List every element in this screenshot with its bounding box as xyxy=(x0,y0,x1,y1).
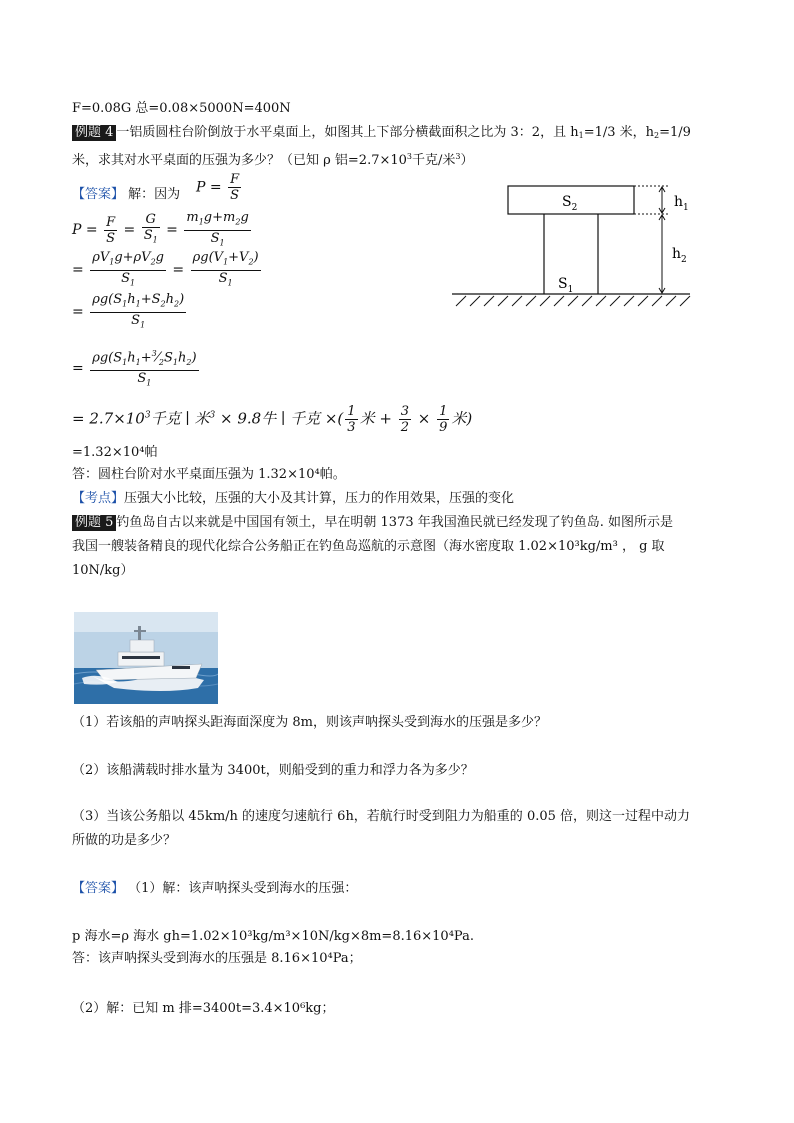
example-5-question-line-1 xyxy=(72,514,673,532)
example-5-question-line-3: 10N/kg） xyxy=(72,563,134,578)
example-4-text-e: 千克/米 xyxy=(412,153,456,168)
formula-step-3: = $\frac{\rho g(S_1h_1+S_2h_2)}{S_1}$ xyxy=(72,292,185,330)
label-s2: $S_2$ xyxy=(562,194,578,213)
example-4-result: =1.32×10⁴帕 xyxy=(72,445,158,460)
question-1: （1）若该船的声呐探头距海面深度为 8m，则该声呐探头受到海水的压强是多少？ xyxy=(72,715,548,730)
label-h1: $h_1$ xyxy=(674,194,689,213)
question-2: （2）该船满载时排水量为 3400t，则船受到的重力和浮力各为多少？ xyxy=(72,763,474,778)
answer-label-5: 【答案】 xyxy=(72,881,125,896)
key-point-text: 压强大小比较，压强的大小及其计算，压力的作用效果，压强的变化 xyxy=(124,491,515,506)
label-s1: $S_1$ xyxy=(558,276,574,295)
example-5-answer-line xyxy=(72,880,357,898)
answer-part-1-conclusion: 答：该声呐探头受到海水的压强是 8.16×10⁴Pa； xyxy=(72,951,362,966)
example-4-text-c: =1/9 xyxy=(659,125,691,140)
patrol-ship-photo xyxy=(74,612,218,704)
dimension-lines xyxy=(634,186,670,293)
pressure-definition-formula: P = $\frac{F}{S}$ xyxy=(196,172,240,203)
example-5-tag: 例题 5 xyxy=(72,515,116,531)
example-4-question-line-2: 米，求其对水平桌面的压强为多少？（已知 ρ 铝$=2.7\times 10^3$千克/米$^3$） xyxy=(72,152,474,168)
example-4-answer-line xyxy=(72,186,180,204)
force-result-line: F=0.08G 总=0.08×5000N=400N xyxy=(72,101,291,116)
example-4-text-a: 一铝质圆柱台阶倒放于水平桌面上，如图其上下部分横截面积之比为 3：2，且 h xyxy=(116,125,579,140)
example-4-text-d: 米，求其对水平桌面的压强为多少？（已知 ρ 铝=2.7×10 xyxy=(72,153,407,168)
t-shape-diagram xyxy=(448,180,708,310)
formula-step-4: = $\frac{\rho g(S_1h_1+^3⁄_2S_1h_2)}{S_1}$ xyxy=(72,346,201,391)
example-4-key-points xyxy=(72,490,514,508)
example-4-question-line-1: 例题 4 一铝质圆柱台阶倒放于水平桌面上，如图其上下部分横截面积之比为 3：2，且 $h_1=1/3$ 米，$h_2=1/9$ xyxy=(72,124,691,145)
key-point-label: 【考点】 xyxy=(72,491,125,506)
answer-label: 【答案】 xyxy=(72,187,125,202)
lower-column xyxy=(544,214,598,294)
label-h2: $h_2$ xyxy=(672,246,687,265)
answer-intro: 解：因为 xyxy=(128,187,181,202)
example-4-text-b: =1/3 米，h xyxy=(583,125,655,140)
pressure-formula: p 海水=ρ 海水 gh=1.02×10³kg/m³×10N/kg×8m=8.16×10⁴Pa. xyxy=(72,929,474,944)
question-3-line-2: 所做的功是多少？ xyxy=(72,833,177,848)
answer-part-1: （1）解：该声呐探头受到海水的压强： xyxy=(128,881,358,896)
question-3-line-1: （3）当该公务船以 45km/h 的速度匀速航行 6h，若航行时受到阻力为船重的 0.05 倍，则这一过程中动力 xyxy=(72,809,691,824)
example-5-question-line-2: 我国一艘装备精良的现代化综合公务船正在钓鱼岛巡航的示意图（海水密度取 1.02×10³kg/m³ ， g 取 xyxy=(72,539,665,554)
ground-hatching xyxy=(456,296,690,306)
example-4-conclusion: 答：圆柱台阶对水平桌面压强为 1.32×10⁴帕。 xyxy=(72,467,346,482)
formula-step-5: = $2.7\times 10^3$千克 ∣ 米$^3$ × 9.8牛 ∣ 千克 ×( $\frac{1}{3}$ 米 + $\frac{3}{2}$ × $\frac{1}{9}$ 米) xyxy=(72,404,473,435)
example-5-text-a: 钓鱼岛自古以来就是中国国有领土，早在明朝 1373 年我国渔民就已经发现了钓鱼岛. 如图所示是 xyxy=(116,515,674,530)
answer-part-2: （2）解：已知 m 排=3400t=3.4×10⁶kg； xyxy=(72,1001,335,1016)
example-4-text-f: ） xyxy=(460,153,474,168)
formula-step-1: P = $\frac{F}{S}$ = $\frac{G}{S_1}$ = $\frac{m_1g+m_2g}{S_1}$ xyxy=(72,210,249,248)
formula-step-2: = $\frac{\rho V_1g+\rho V_2g}{S_1}$ = $\frac{\rho g(V_1+V_2)}{S_1}$ xyxy=(72,250,259,288)
example-4-tag: 例题 4 xyxy=(72,125,116,141)
